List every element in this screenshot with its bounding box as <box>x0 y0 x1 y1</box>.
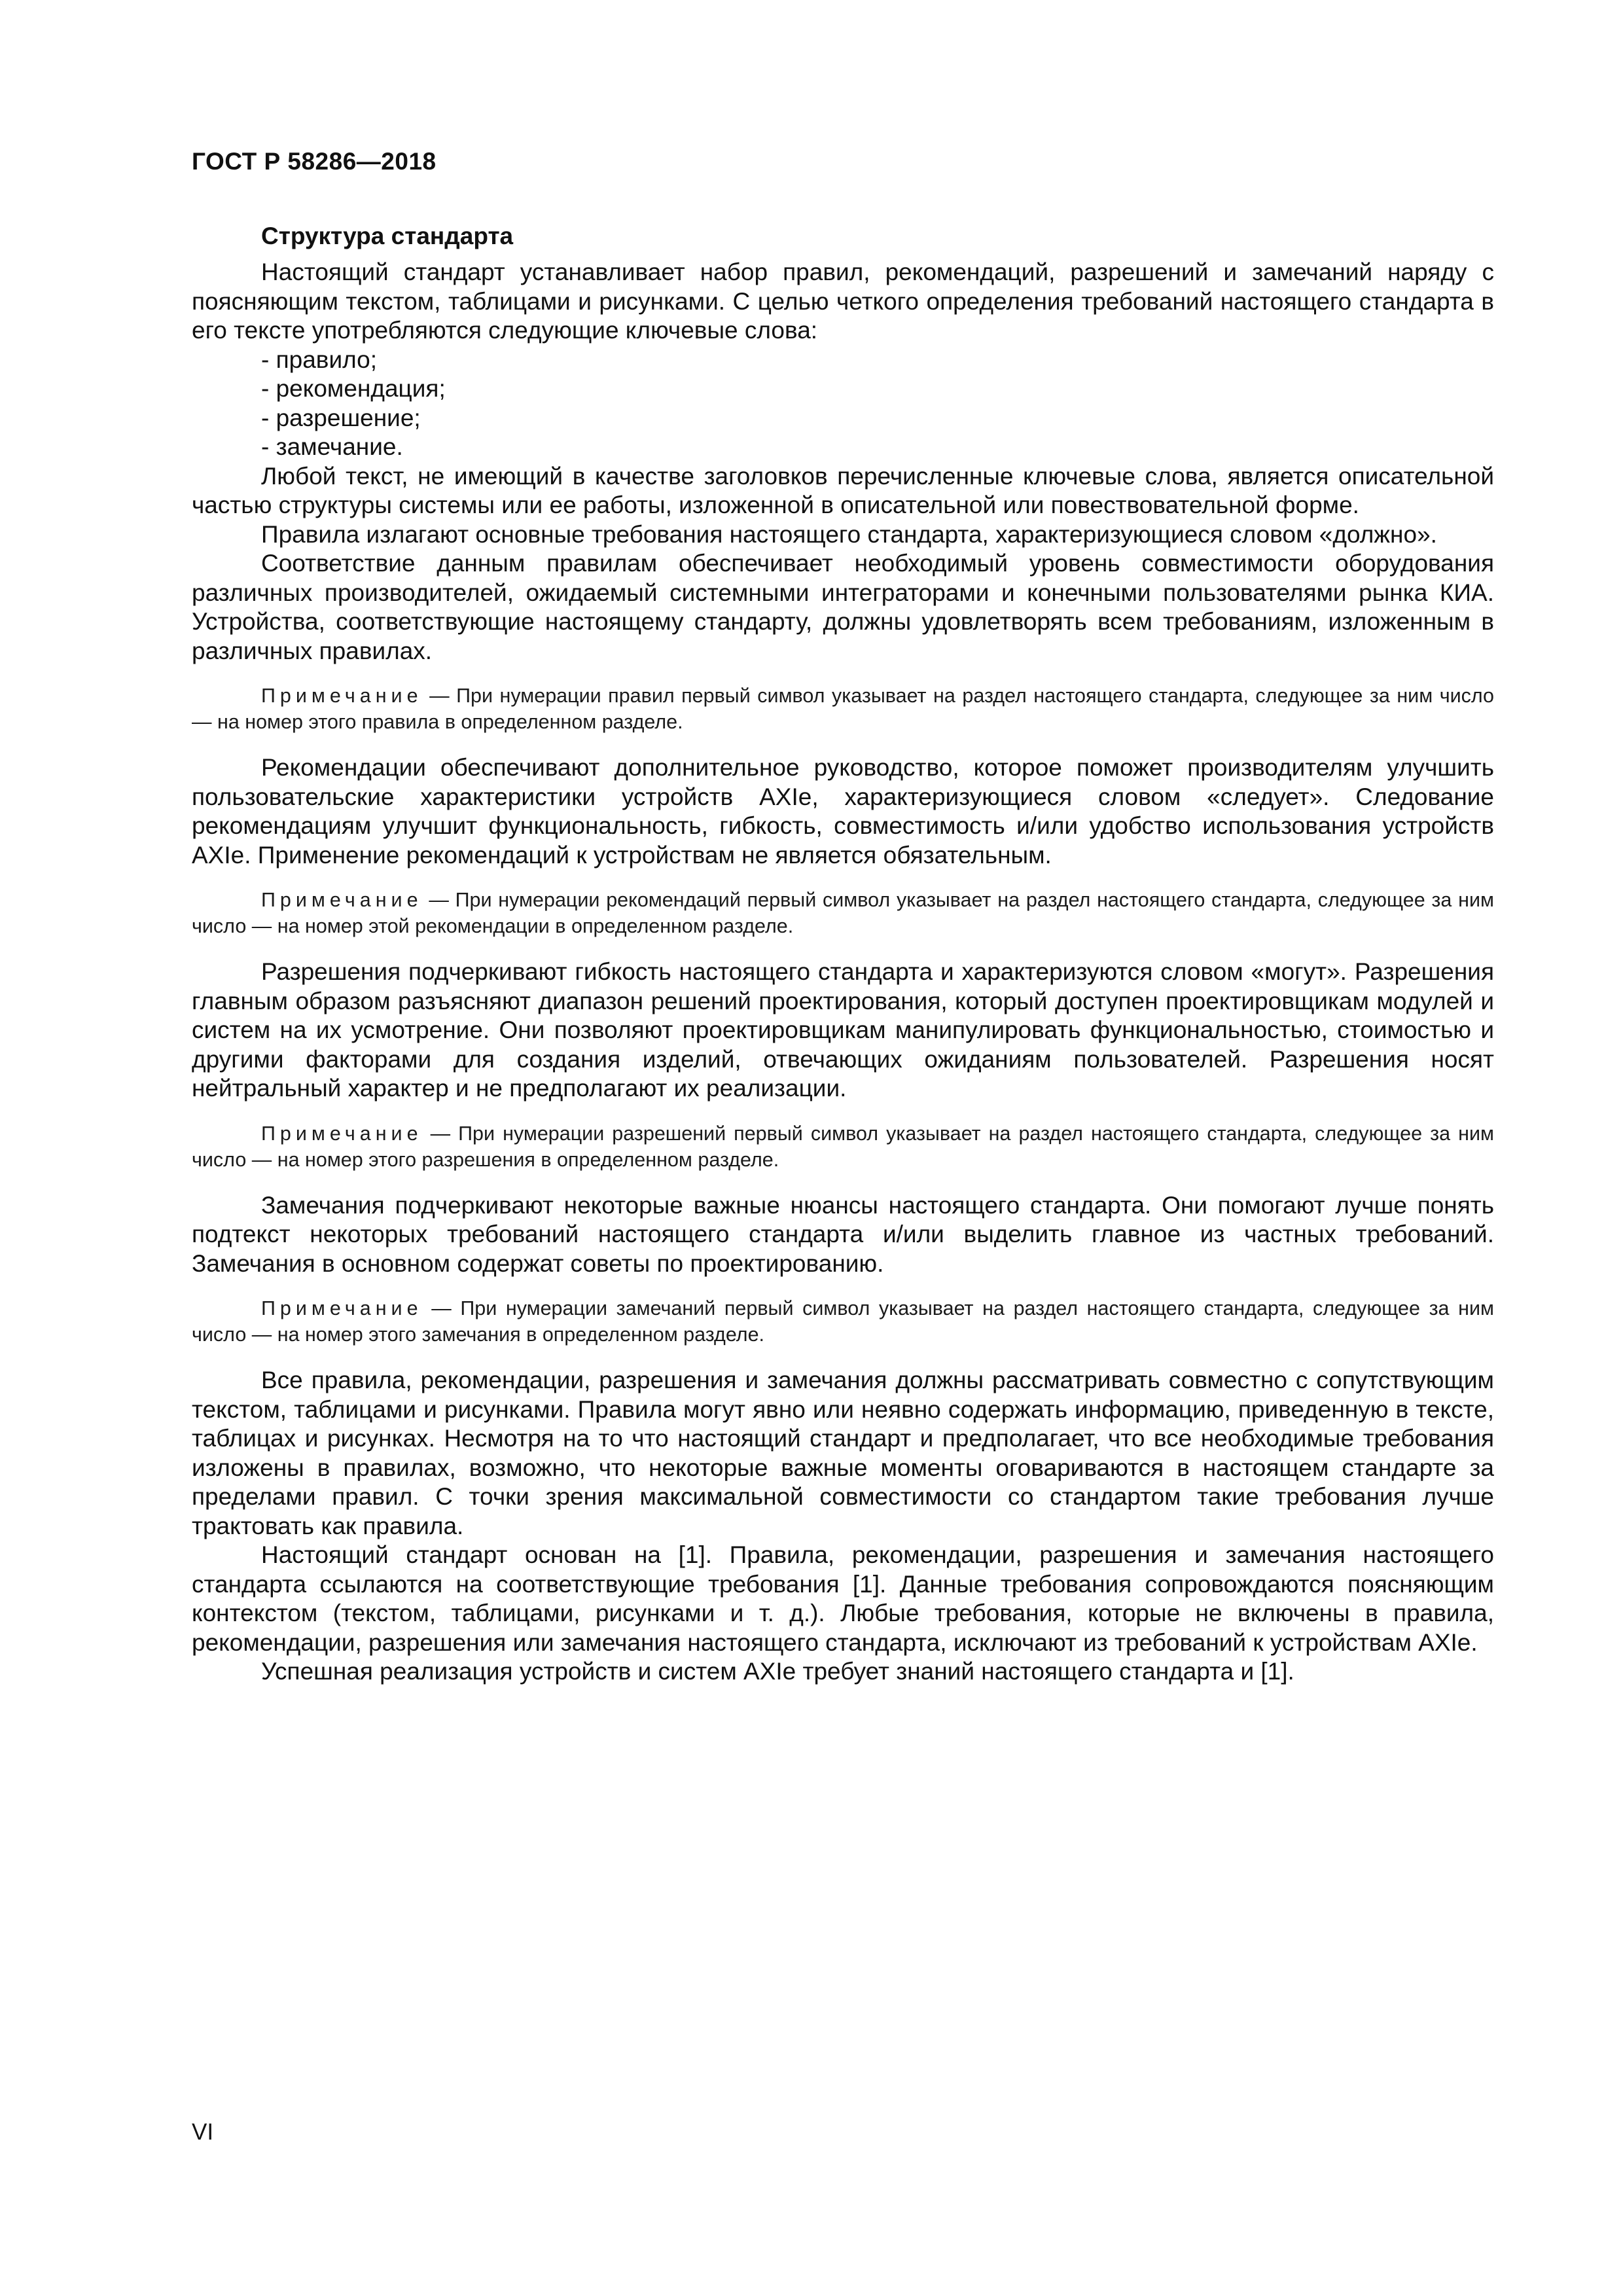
section-title: Структура стандарта <box>261 223 514 249</box>
note-label: Примечание <box>261 1122 423 1145</box>
paragraph-all-requirements: Все правила, рекомендации, разрешения и замечания должны рассматривать совместно с сопутствующим текстом, таблицами и рисунками. Правила могут явно или неявно содержать информацию, приведенную в тексте, таблицах и рисунках. Несмотря на то что настоящий стандарт и предполагает, что все необходимые требования изложены в правилах, возможно, что некоторые важные моменты оговариваются в настоящем стандарте за пределами правил. С точки зрения максимальной совместимости со стандартом такие требования лучше трактовать как правила. <box>192 1367 1494 1539</box>
note-text: — При нумерации замечаний первый символ указывает на раздел настоящего стандарта, следующее за ним число — на номер этого замечания в определенном разделе. <box>192 1297 1494 1346</box>
paragraph-based-on: Настоящий стандарт основан на [1]. Правила, рекомендации, разрешения и замечания настоящего стандарта ссылаются на соответствующие требования [1]. Данные требования сопровождаются поясняющим контекстом (текстом, таблицами, рисунками и т. д.). Любые требования, которые не включены в правила, рекомендации, разрешения или замечания настоящего стандарта, исключают из требований к устройствам AXIe. <box>192 1541 1494 1656</box>
section-body <box>192 220 1494 1687</box>
paragraph-compliance: Соответствие данным правилам обеспечивает необходимый уровень совместимости оборудования различных производителей, ожидаемый системными интеграторами и конечными пользователями рынка КИА. Устройства, соответствующие настоящему стандарту, должны удовлетворять всем требованиям, изложенным в различных правилах. <box>192 550 1494 664</box>
keyword-list-item: - правило; <box>261 346 377 373</box>
note-text: — При нумерации рекомендаций первый символ указывает на раздел настоящего стандарта, следующее за ним число — на номер этой рекомендации в определенном разделе. <box>192 889 1494 937</box>
note-recommendations <box>192 887 1494 939</box>
note-rules <box>192 683 1494 735</box>
note-text: — При нумерации правил первый символ указывает на раздел настоящего стандарта, следующее за ним число — на номер этого правила в определенном разделе. <box>192 685 1494 733</box>
page-number: VI <box>192 2119 214 2145</box>
paragraph-success: Успешная реализация устройств и систем AXIe требует знаний настоящего стандарта и [1]. <box>261 1658 1294 1685</box>
standard-code: ГОСТ Р 58286—2018 <box>192 148 437 175</box>
paragraph-descriptive: Любой текст, не имеющий в качестве заголовков перечисленные ключевые слова, является описательной частью структуры системы или ее работы, изложенной в описательной или повествовательной форме. <box>192 462 1494 518</box>
paragraph-rules: Правила излагают основные требования настоящего стандарта, характеризующиеся словом «должно». <box>261 520 1437 548</box>
note-label: Примечание <box>261 685 423 707</box>
paragraph-recommendations: Рекомендации обеспечивают дополнительное руководство, которое поможет производителям улучшить пользовательские характеристики устройств AXIe, характеризующиеся словом «следует». Следование рекомендациям улучшит функциональность, гибкость, совместимость и/или удобство использования устройств AXIe. Применение рекомендаций к устройствам не является обязательным. <box>192 754 1494 869</box>
note-permissions <box>192 1121 1494 1173</box>
note-label: Примечание <box>261 1297 423 1319</box>
note-remarks <box>192 1295 1494 1348</box>
intro-paragraph: Настоящий стандарт устанавливает набор правил, рекомендаций, разрешений и замечаний наряду с поясняющим текстом, таблицами и рисунками. С целью четкого определения требований настоящего стандарта в его тексте употребляются следующие ключевые слова: <box>192 259 1494 344</box>
paragraph-permissions: Разрешения подчеркивают гибкость настоящего стандарта и характеризуются словом «могут». Разрешения главным образом разъясняют диапазон решений проектирования, который доступен проектировщикам модулей и систем на их усмотрение. Они позволяют проектировщикам манипулировать функциональностью, стоимостью и другими факторами для создания изделий, отвечающих ожиданиям пользователей. Разрешения носят нейтральный характер и не предполагают их реализации. <box>192 958 1494 1102</box>
keyword-list-item: - замечание. <box>261 433 403 460</box>
keyword-list-item: - рекомендация; <box>261 375 446 402</box>
paragraph-remarks: Замечания подчеркивают некоторые важные нюансы настоящего стандарта. Они помогают лучше понять подтекст некоторых требований настоящего стандарта и/или выделить главное из частных требований. Замечания в основном содержат советы по проектированию. <box>192 1191 1494 1277</box>
note-label: Примечание <box>261 889 423 911</box>
note-text: — При нумерации разрешений первый символ указывает на раздел настоящего стандарта, следующее за ним число — на номер этого разрешения в определенном разделе. <box>192 1122 1494 1171</box>
keyword-list-item: - разрешение; <box>261 404 421 431</box>
